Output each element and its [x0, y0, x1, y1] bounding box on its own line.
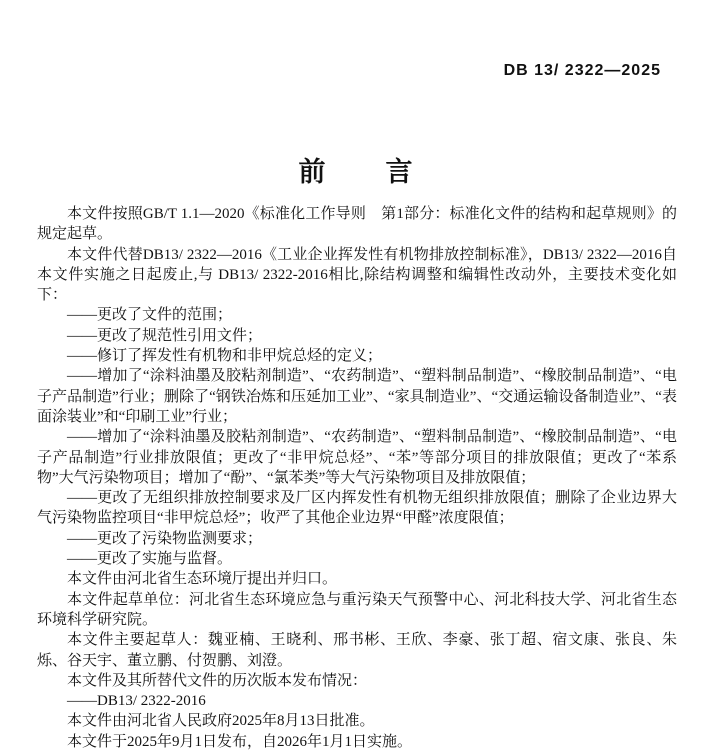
change-item-monitoring: ——更改了污染物监测要求；: [67, 530, 263, 547]
change-item-industries-added-removed: ——增加了“涂料油墨及胶粘剂制造”、“农药制造”、“塑料制品制造”、“橡胶制品制造”、“电子产品制造”行业；删除了“钢铁冶炼和压延加工业”、“家具制造业”、“交通运输设备制造业”、“表面涂装业”和“印刷工业”行业；: [37, 368, 677, 425]
paragraph-drafting-organizations: 本文件起草单位：河北省生态环境应急与重污染天气预警中心、河北科技大学、河北省生态环境科学研究院。: [37, 591, 677, 628]
document-number: DB 13/ 2322—2025: [503, 62, 661, 79]
change-item-supervision: ——更改了实施与监督。: [67, 551, 233, 568]
page-title: 前 言: [298, 157, 415, 187]
paragraph-issuing-authority: 本文件由河北省生态环境厅提出并归口。: [67, 571, 338, 588]
change-item-scope: ——更改了文件的范围；: [67, 307, 233, 324]
document-body: [37, 204, 677, 752]
paragraph-approval: 本文件由河北省人民政府2025年8月13日批准。: [67, 713, 375, 730]
paragraph-drafters: 本文件主要起草人：魏亚楠、王晓利、邢书彬、王欣、李豪、张丁超、宿文康、张良、朱烁、谷天宇、董立鹏、付贺鹏、刘澄。: [37, 632, 677, 669]
paragraph-version-history-intro: 本文件及其所替代文件的历次版本发布情况：: [67, 672, 368, 689]
change-item-fugitive-emissions: ——更改了无组织排放控制要求及厂区内挥发性有机物无组织排放限值；删除了企业边界大气污染物监控项目“非甲烷总烃”；收严了其他企业边界“甲醛”浓度限值；: [37, 490, 677, 527]
change-item-references: ——更改了规范性引用文件；: [67, 327, 263, 344]
change-item-definitions: ——修订了挥发性有机物和非甲烷总烃的定义；: [67, 348, 383, 365]
version-history-item: ——DB13/ 2322-2016: [67, 693, 206, 710]
paragraph-basis: 本文件按照GB/T 1.1—2020《标准化工作导则 第1部分：标准化文件的结构和起草规则》的规定起草。: [37, 206, 677, 243]
change-item-emission-limits: ——增加了“涂料油墨及胶粘剂制造”、“农药制造”、“塑料制品制造”、“橡胶制品制造”、“电子产品制造”行业排放限值；更改了“非甲烷总烃”、“苯”等部分项目的排放限值；更改了“苯系物”大气污染物项目；增加了“酚”、“氯苯类”等大气污染物项目及排放限值；: [37, 429, 677, 486]
paragraph-replaces: 本文件代替DB13/ 2322—2016《工业企业挥发性有机物排放控制标准》，DB13/ 2322—2016自本文件实施之日起废止,与 DB13/ 2322-2016相比,除结构调整和编辑性改动外，主要技术变化如下：: [37, 246, 677, 304]
paragraph-effective-date: 本文件于2025年9月1日发布，自2026年1月1日实施。: [67, 733, 413, 750]
